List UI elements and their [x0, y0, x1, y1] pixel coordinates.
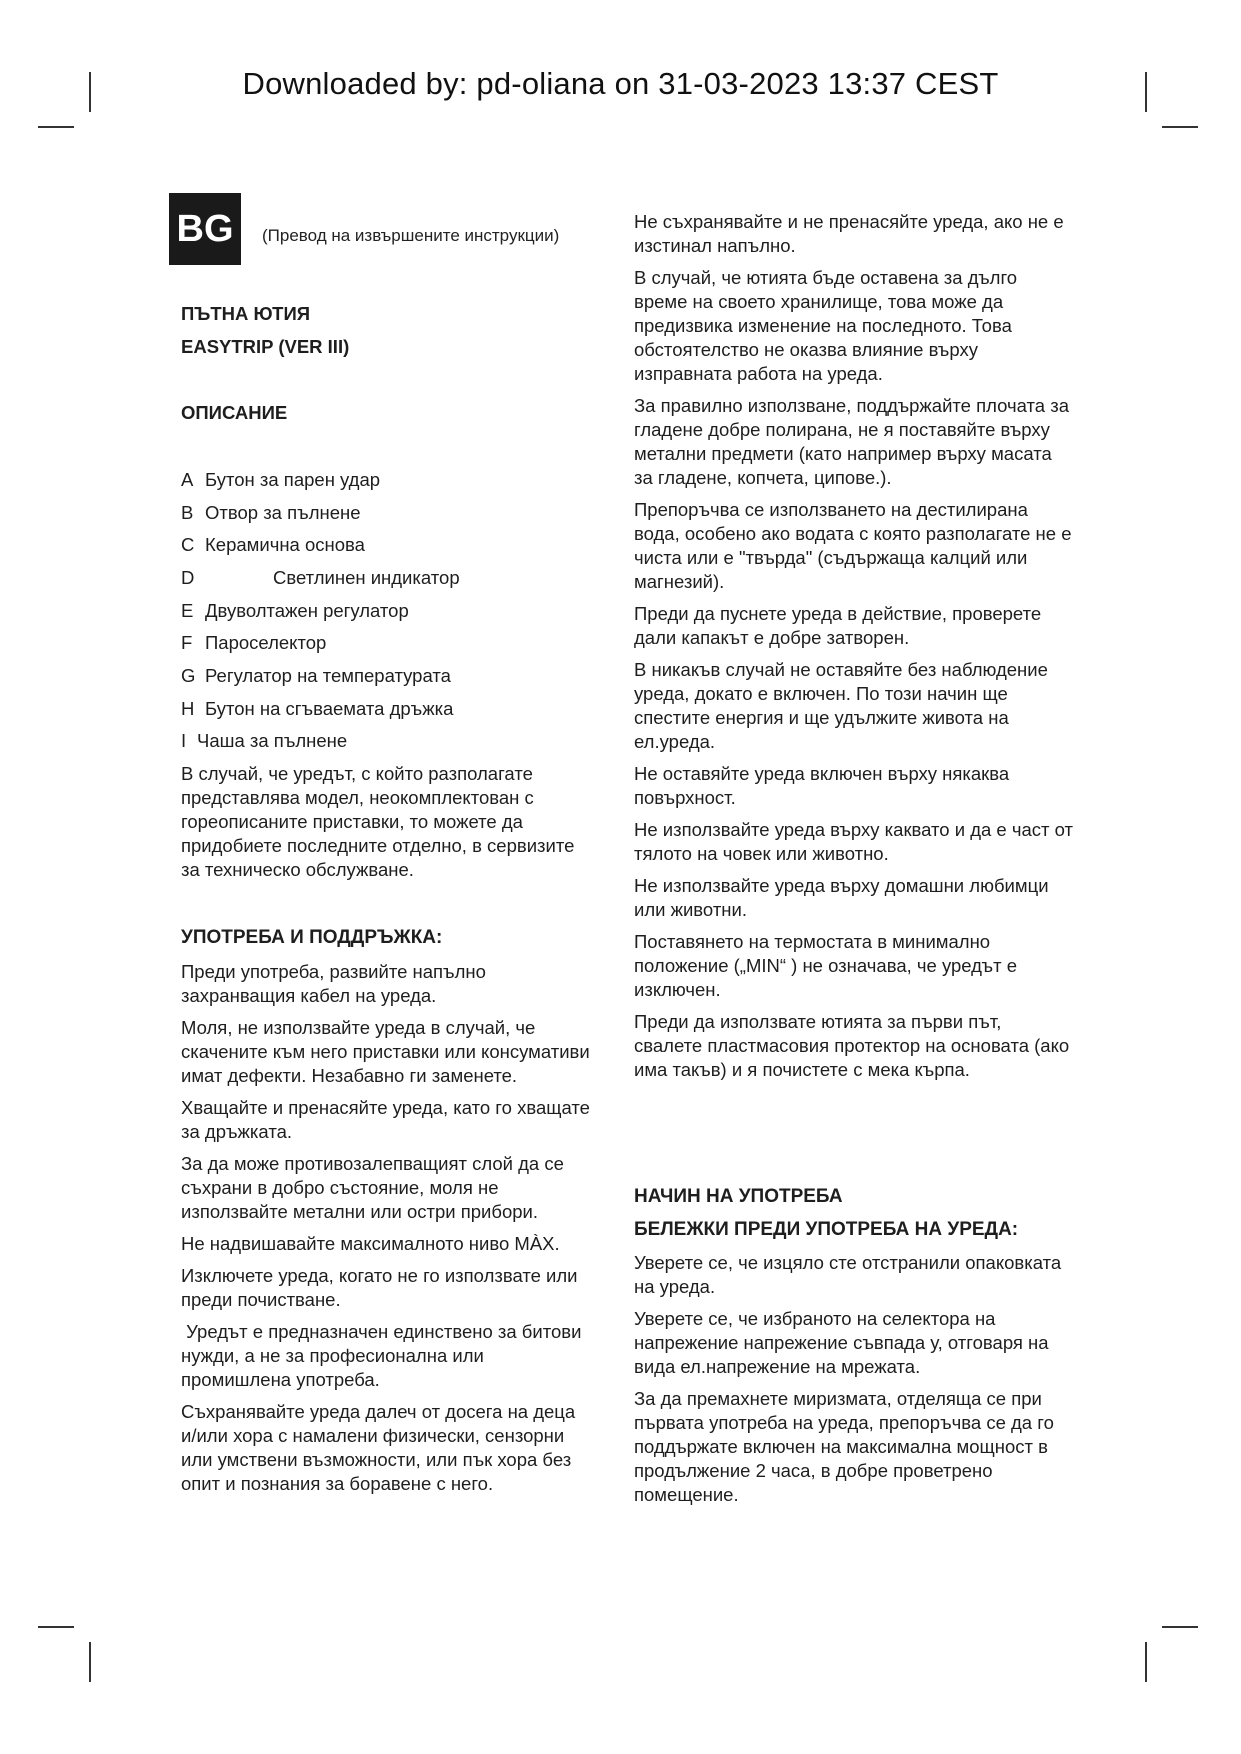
parts-list-item [181, 599, 409, 623]
accessories-note: В случай, че уредът, с който разполагате представлява модел, неокомплектован с гореописаните приставки, то можете да придобиете последните отделно, в сервизите за техническо обслужване. [181, 763, 575, 880]
usage-paragraph: За правилно използване, поддържайте плочата за гладене добре полирана, не я поставяйте върху метални предмети (като например върху масата за гладене, копчета, ципове.). [634, 395, 1070, 488]
usage-paragraph: Не съхранявайте и не пренасяйте уреда, ако не е изстинал напълно. [634, 211, 1064, 256]
accessories-note-block [181, 762, 586, 890]
parts-list-item [181, 631, 326, 655]
product-model: EASYTRIP (VER III) [181, 336, 350, 357]
part-label: Регулатор на температурата [205, 665, 451, 686]
parts-list-item [181, 533, 365, 557]
part-key: H [181, 698, 195, 719]
parts-list-item [181, 664, 451, 688]
usage-paragraph: Поставянето на термостата в минимално положение („MIN“ ) не означава, че уредът е изключен. [634, 931, 1018, 1000]
usage-paragraph: Съхранявайте уреда далеч от досега на деца и/или хора с намалени физически, сензорни или умствени възможности, или пък хора без опит и познания за боравене с него. [181, 1401, 576, 1494]
part-label: Двуволтажен регулатор [205, 600, 409, 621]
usage-paragraph: В никакъв случай не оставяйте без наблюдение уреда, докато е включен. По този начин ще спестите енергия и ще удължите живота на ел.уреда. [634, 659, 1048, 752]
part-key: I [181, 730, 187, 751]
method-paragraph: За да премахнете миризмата, отделяща се при първата употреба на уреда, препоръчва се да го поддържате включен на максимална мощност в продължение 2 часа, в добре проветрено помещение. [634, 1388, 1054, 1505]
crop-mark [38, 126, 74, 128]
usage-paragraph: Моля, не използвайте уреда в случай, че скачените към него приставки или консумативи имат дефекти. Незабавно ги заменете. [181, 1017, 590, 1086]
usage-left-column [181, 926, 591, 1504]
parts-list-item [181, 468, 380, 492]
usage-heading: УПОТРЕБА И ПОДДРЪЖКА: [181, 927, 443, 948]
crop-mark [1145, 1642, 1147, 1682]
part-label: Керамична основа [205, 534, 365, 555]
part-key: B [181, 502, 194, 523]
part-label: Чаша за пълнене [197, 730, 348, 751]
product-title: ПЪТНА ЮТИЯ [181, 303, 311, 324]
part-label: Бутон за парен удар [205, 469, 381, 490]
parts-list-item [181, 501, 361, 525]
download-stamp: Downloaded by: pd-oliana on 31-03-2023 13:37 CEST [242, 66, 999, 101]
method-subheading: БЕЛЕЖКИ ПРЕДИ УПОТРЕБА НА УРЕДА: [634, 1219, 1019, 1240]
usage-paragraph: Изключете уреда, когато не го използвате или преди почистване. [181, 1265, 578, 1310]
usage-paragraph: За да може противозалепващият слой да се съхрани в добро състояние, моля не използвайте метални или остри прибори. [181, 1153, 564, 1222]
part-key: F [181, 632, 193, 653]
crop-mark [1162, 1626, 1198, 1628]
part-label: Пароселектор [205, 632, 327, 653]
crop-mark [89, 1642, 91, 1682]
method-paragraph: Уверете се, че изцяло сте отстранили опаковката на уреда. [634, 1252, 1062, 1297]
part-key: E [181, 600, 194, 621]
usage-paragraph: Преди да пуснете уреда в действие, проверете дали капакът е добре затворен. [634, 603, 1042, 648]
translation-note: (Превод на извършените инструкции) [262, 226, 560, 245]
crop-mark [1162, 126, 1198, 128]
crop-mark [38, 1626, 74, 1628]
usage-paragraph: Не използвайте уреда върху домашни любимци или животни. [634, 875, 1049, 920]
usage-paragraph: Препоръчва се използването на дестилирана вода, особено ако водата с която разполагате не е чиста или е "твърда" (съдържаща калций или магнезий). [634, 499, 1072, 592]
language-badge: BG [169, 193, 241, 265]
usage-paragraph: Преди употреба, развийте напълно захранващия кабел на уреда. [181, 961, 486, 1006]
part-label: Светлинен индикатор [273, 567, 460, 588]
part-key: A [181, 469, 194, 490]
part-label: Отвор за пълнене [205, 502, 361, 523]
usage-right-column [634, 210, 1074, 1090]
usage-paragraph: Не оставяйте уреда включен върху някаква повърхност. [634, 763, 1010, 808]
usage-paragraph: В случай, че ютията бъде оставена за дълго време на своето хранилище, това може да предизвика изменение на последното. Това обстоятелство не оказва влияние върху изправната работа на уреда. [634, 267, 1018, 384]
usage-paragraph: Хващайте и пренасяйте уреда, като го хващате за дръжката. [181, 1097, 590, 1142]
part-key: D [181, 567, 195, 588]
part-key: C [181, 534, 195, 555]
parts-list-item [181, 566, 460, 590]
part-key: G [181, 665, 196, 686]
parts-list-item [181, 697, 453, 721]
usage-paragraph: Не надвишавайте максималното ниво MÀX. [181, 1233, 560, 1254]
description-heading: ОПИСАНИЕ [181, 402, 288, 423]
parts-list-item [181, 729, 347, 753]
usage-paragraph: Уредът е предназначен единствено за битови нужди, а не за професионална или промишлена употреба. [181, 1321, 587, 1390]
method-section [634, 1185, 1074, 1515]
part-label: Бутон на сгъваемата дръжка [205, 698, 454, 719]
method-heading: НАЧИН НА УПОТРЕБА [634, 1186, 843, 1207]
method-paragraph: Уверете се, че избраното на селектора на напрежение напрежение съвпада у, отговаря на вида ел.напрежение на мрежата. [634, 1308, 1049, 1377]
usage-paragraph: Преди да използвате ютията за първи път, свалете пластмасовия протектор на основата (ако има такъв) и я почистете с мека кърпа. [634, 1011, 1070, 1080]
usage-paragraph: Не използвайте уреда върху каквато и да е част от тялото на човек или животно. [634, 819, 1074, 864]
